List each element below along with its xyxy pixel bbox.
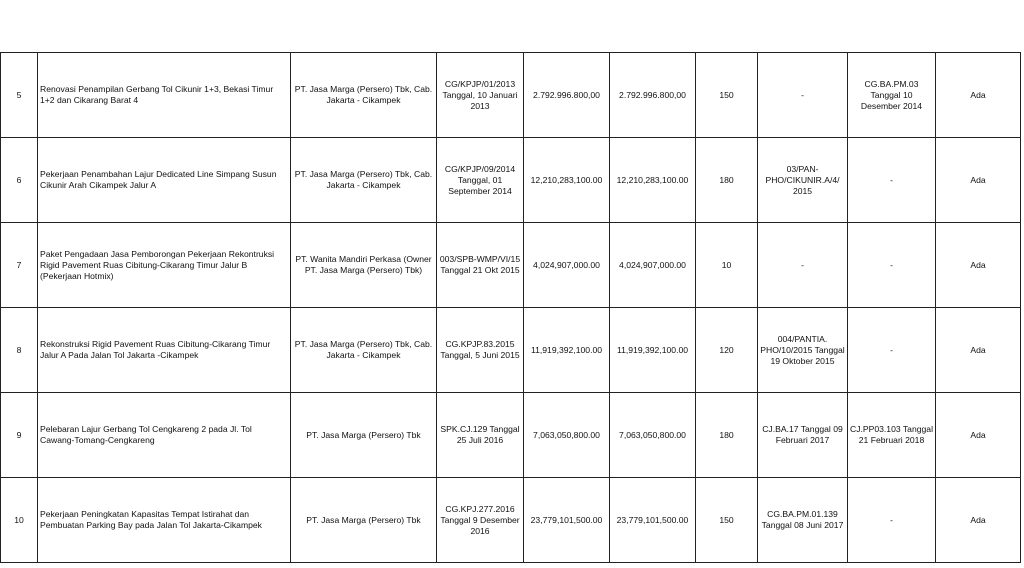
handover-ba-2-cell: -	[848, 478, 936, 563]
contract-number-cell: SPK.CJ.129 Tanggal 25 Juli 2016	[437, 393, 524, 478]
table-body	[1, 53, 1021, 563]
row-number-cell: 8	[1, 308, 38, 393]
contract-number-cell: CG/KPJP/01/2013 Tanggal, 10 Januari 2013	[437, 53, 524, 138]
final-value-cell: 2.792.996.800,00	[610, 53, 696, 138]
handover-ba-2-cell: -	[848, 223, 936, 308]
remark-cell: Ada	[936, 223, 1021, 308]
final-value-cell: 12,210,283,100.00	[610, 138, 696, 223]
table-row	[1, 308, 1021, 393]
employer-cell: PT. Jasa Marga (Persero) Tbk, Cab. Jakarta - Cikampek	[291, 53, 437, 138]
job-name-cell: Renovasi Penampilan Gerbang Tol Cikunir 1+3, Bekasi Timur 1+2 dan Cikarang Barat 4	[38, 53, 291, 138]
row-number-cell: 6	[1, 138, 38, 223]
handover-ba-2-cell: -	[848, 308, 936, 393]
employer-cell: PT. Wanita Mandiri Perkasa (Owner PT. Jasa Marga (Persero) Tbk)	[291, 223, 437, 308]
job-name-cell: Pekerjaan Peningkatan Kapasitas Tempat Istirahat dan Pembuatan Parking Bay pada Jalan Tol Jakarta-Cikampek	[38, 478, 291, 563]
employer-cell: PT. Jasa Marga (Persero) Tbk, Cab. Jakarta - Cikampek	[291, 308, 437, 393]
employer-cell: PT. Jasa Marga (Persero) Tbk	[291, 393, 437, 478]
handover-ba-1-cell: 004/PANTIA. PHO/10/2015 Tanggal 19 Oktober 2015	[758, 308, 848, 393]
handover-ba-2-cell: CJ.PP03.103 Tanggal 21 Februari 2018	[848, 393, 936, 478]
contract-value-cell: 11,919,392,100.00	[524, 308, 610, 393]
contract-value-cell: 2.792.996.800,00	[524, 53, 610, 138]
duration-days-cell: 180	[696, 138, 758, 223]
final-value-cell: 11,919,392,100.00	[610, 308, 696, 393]
duration-days-cell: 150	[696, 478, 758, 563]
handover-ba-1-cell: -	[758, 223, 848, 308]
remark-cell: Ada	[936, 138, 1021, 223]
final-value-cell: 4,024,907,000.00	[610, 223, 696, 308]
final-value-cell: 23,779,101,500.00	[610, 478, 696, 563]
handover-ba-1-cell: CJ.BA.17 Tanggal 09 Februari 2017	[758, 393, 848, 478]
row-number-cell: 9	[1, 393, 38, 478]
table-row	[1, 138, 1021, 223]
contract-value-cell: 7,063,050,800.00	[524, 393, 610, 478]
contract-number-cell: CG.KPJP.83.2015 Tanggal, 5 Juni 2015	[437, 308, 524, 393]
duration-days-cell: 150	[696, 53, 758, 138]
employer-cell: PT. Jasa Marga (Persero) Tbk	[291, 478, 437, 563]
final-value-cell: 7,063,050,800.00	[610, 393, 696, 478]
table-row	[1, 53, 1021, 138]
handover-ba-1-cell: 03/PAN-PHO/CIKUNIR.A/4/ 2015	[758, 138, 848, 223]
contract-value-cell: 23,779,101,500.00	[524, 478, 610, 563]
contract-value-cell: 4,024,907,000.00	[524, 223, 610, 308]
job-name-cell: Pelebaran Lajur Gerbang Tol Cengkareng 2 pada Jl. Tol Cawang-Tomang-Cengkareng	[38, 393, 291, 478]
table-row	[1, 223, 1021, 308]
handover-ba-1-cell: -	[758, 53, 848, 138]
remark-cell: Ada	[936, 53, 1021, 138]
remark-cell: Ada	[936, 393, 1021, 478]
row-number-cell: 10	[1, 478, 38, 563]
remark-cell: Ada	[936, 478, 1021, 563]
employer-cell: PT. Jasa Marga (Persero) Tbk, Cab. Jakarta - Cikampek	[291, 138, 437, 223]
row-number-cell: 5	[1, 53, 38, 138]
row-number-cell: 7	[1, 223, 38, 308]
contract-number-cell: 003/SPB-WMP/VI/15 Tanggal 21 Okt 2015	[437, 223, 524, 308]
remark-cell: Ada	[936, 308, 1021, 393]
contract-number-cell: CG.KPJ.277.2016 Tanggal 9 Desember 2016	[437, 478, 524, 563]
duration-days-cell: 180	[696, 393, 758, 478]
projects-table	[0, 52, 1021, 563]
job-name-cell: Pekerjaan Penambahan Lajur Dedicated Line Simpang Susun Cikunir Arah Cikampek Jalur A	[38, 138, 291, 223]
handover-ba-2-cell: CG.BA.PM.03 Tanggal 10 Desember 2014	[848, 53, 936, 138]
contract-number-cell: CG/KPJP/09/2014 Tanggal, 01 September 2014	[437, 138, 524, 223]
duration-days-cell: 120	[696, 308, 758, 393]
table-row	[1, 478, 1021, 563]
contract-value-cell: 12,210,283,100.00	[524, 138, 610, 223]
handover-ba-2-cell: -	[848, 138, 936, 223]
table-row	[1, 393, 1021, 478]
duration-days-cell: 10	[696, 223, 758, 308]
job-name-cell: Rekonstruksi Rigid Pavement Ruas Cibitung-Cikarang Timur Jalur A Pada Jalan Tol Jakarta -Cikampek	[38, 308, 291, 393]
job-name-cell: Paket Pengadaan Jasa Pemborongan Pekerjaan Rekontruksi Rigid Pavement Ruas Cibitung-Cikarang Timur Jalur B (Pekerjaan Hotmix)	[38, 223, 291, 308]
handover-ba-1-cell: CG.BA.PM.01.139 Tanggal 08 Juni 2017	[758, 478, 848, 563]
